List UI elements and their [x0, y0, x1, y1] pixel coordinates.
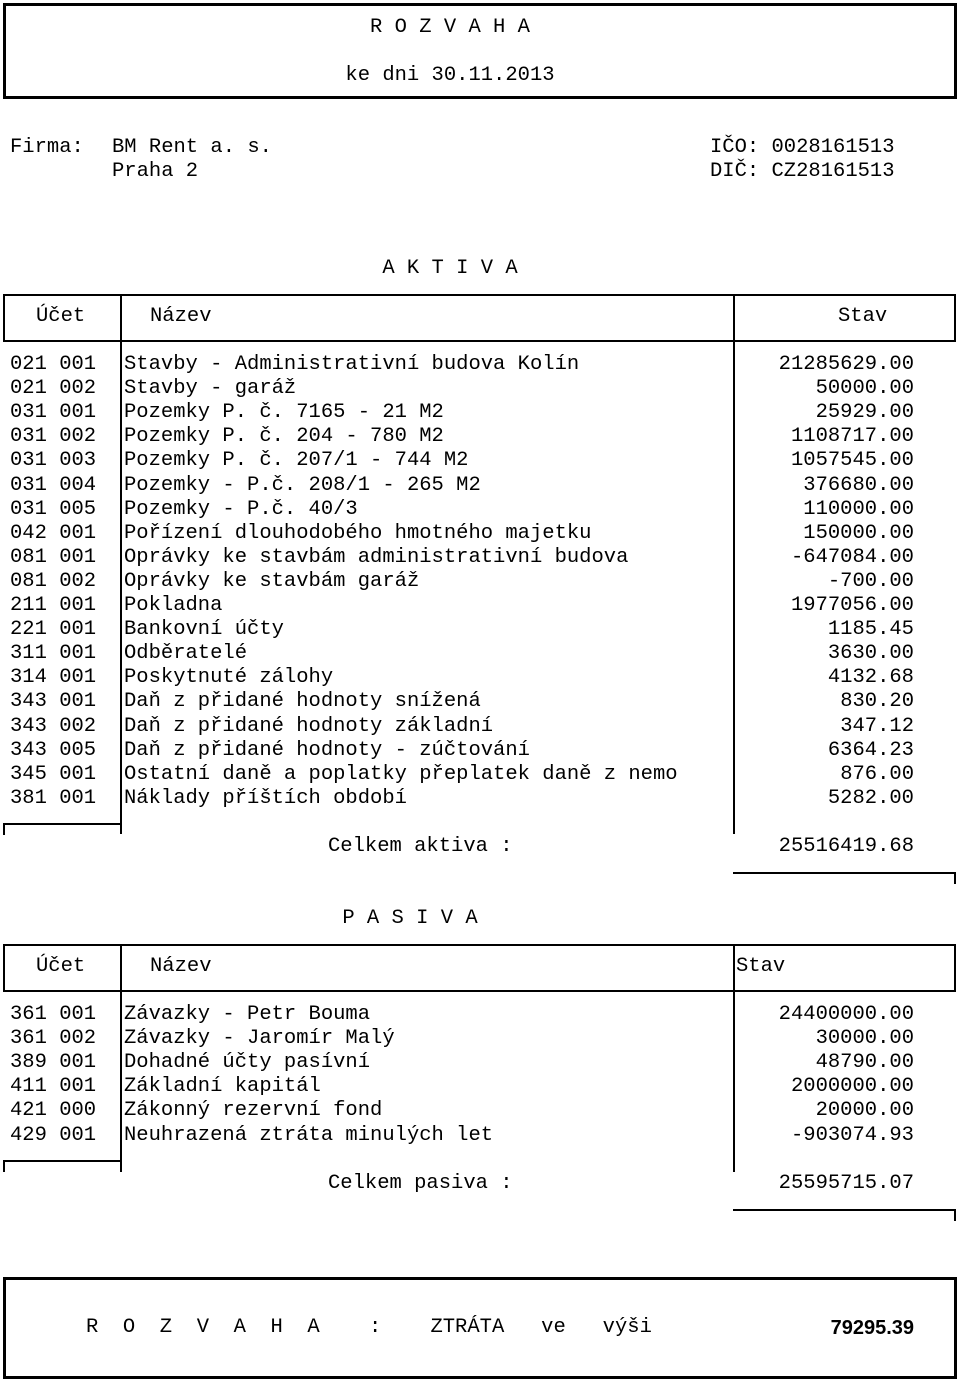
aktiva-account-cell: 042 001	[10, 521, 97, 545]
pasiva-total-rule	[733, 1209, 956, 1211]
pasiva-account-cell: 361 001	[10, 1003, 97, 1026]
aktiva-col-name: Název	[150, 305, 212, 328]
aktiva-row	[0, 787, 960, 811]
firm-name: BM Rent a. s.	[112, 136, 272, 159]
pasiva-name-cell: Závazky - Jaromír Malý	[124, 1027, 395, 1051]
aktiva-top-rule	[3, 294, 956, 296]
aktiva-value-cell: 347.12	[840, 714, 914, 738]
aktiva-value-cell: 6364.23	[827, 738, 914, 762]
pasiva-value-cell: 48790.00	[815, 1051, 914, 1075]
aktiva-value-cell: 1977056.00	[790, 594, 914, 617]
pasiva-total-label: Celkem pasiva :	[328, 1172, 513, 1195]
aktiva-tick-left	[3, 823, 5, 835]
aktiva-row	[0, 377, 960, 401]
aktiva-col-account: Účet	[36, 305, 86, 328]
aktiva-value-cell: 110000.00	[803, 497, 914, 521]
aktiva-row	[0, 618, 960, 642]
aktiva-col-state: Stav	[838, 305, 888, 328]
aktiva-account-cell: 031 004	[10, 473, 97, 497]
aktiva-row	[0, 498, 960, 522]
aktiva-total-rule	[733, 872, 956, 874]
aktiva-account-cell: 345 001	[10, 762, 97, 786]
firm-ico: IČO: 0028161513	[710, 136, 895, 159]
pasiva-value-cell: 24400000.00	[778, 1003, 914, 1026]
aktiva-account-cell: 211 001	[10, 594, 97, 617]
pasiva-top-rule	[3, 944, 956, 946]
aktiva-row	[0, 425, 960, 449]
aktiva-value-cell: -647084.00	[790, 545, 914, 569]
aktiva-name-cell: Odběratelé	[124, 642, 248, 666]
aktiva-name-cell: Poskytnuté zálohy	[124, 666, 334, 690]
pasiva-row	[0, 1124, 960, 1148]
aktiva-value-cell: 21285629.00	[778, 353, 914, 376]
pasiva-account-cell: 389 001	[10, 1051, 97, 1075]
aktiva-value-cell: 3630.00	[827, 642, 914, 666]
aktiva-row	[0, 763, 960, 787]
pasiva-col-state: Stav	[736, 955, 786, 978]
firm-label: Firma:	[10, 136, 84, 159]
aktiva-value-cell: 876.00	[840, 762, 914, 786]
aktiva-account-cell: 311 001	[10, 642, 97, 666]
report-date: ke dni 30.11.2013	[345, 64, 555, 87]
aktiva-account-cell: 031 003	[10, 449, 97, 473]
aktiva-right-border	[954, 294, 956, 342]
pasiva-account-cell: 361 002	[10, 1027, 97, 1051]
aktiva-account-cell: 031 005	[10, 497, 97, 521]
aktiva-account-cell: 381 001	[10, 786, 97, 810]
firm-dic: DIČ: CZ28161513	[710, 160, 895, 183]
aktiva-name-cell: Náklady příštích období	[124, 786, 407, 810]
aktiva-name-cell: Pozemky P. č. 207/1 - 744 M2	[124, 449, 469, 473]
aktiva-row	[0, 401, 960, 425]
aktiva-value-cell: 1057545.00	[790, 449, 914, 473]
aktiva-rows-end-rule	[3, 823, 120, 825]
aktiva-account-cell: 031 002	[10, 425, 97, 449]
aktiva-row	[0, 353, 960, 377]
pasiva-name-cell: Zákonný rezervní fond	[124, 1099, 383, 1123]
aktiva-account-cell: 314 001	[10, 666, 97, 690]
aktiva-name-cell: Stavby - Administrativní budova Kolín	[124, 353, 580, 376]
pasiva-row	[0, 1027, 960, 1051]
report-title: R O Z V A H A	[370, 16, 530, 39]
aktiva-account-cell: 343 005	[10, 738, 97, 762]
pasiva-value-cell: 20000.00	[815, 1099, 914, 1123]
aktiva-value-cell: 376680.00	[803, 473, 914, 497]
aktiva-name-cell: Pozemky P. č. 204 - 780 M2	[124, 425, 444, 449]
pasiva-account-cell: 421 000	[10, 1099, 97, 1123]
aktiva-name-cell: Pořízení dlouhodobého hmotného majetku	[124, 521, 592, 545]
aktiva-row	[0, 642, 960, 666]
aktiva-value-cell: 5282.00	[827, 786, 914, 810]
aktiva-name-cell: Bankovní účty	[124, 618, 284, 642]
aktiva-name-cell: Daň z přidané hodnoty snížená	[124, 690, 481, 714]
aktiva-value-cell: 1185.45	[827, 618, 914, 642]
aktiva-row	[0, 690, 960, 714]
aktiva-name-cell: Oprávky ke stavbám garáž	[124, 569, 420, 593]
pasiva-total-value: 25595715.07	[778, 1172, 914, 1195]
aktiva-name-cell: Pozemky - P.č. 40/3	[124, 497, 358, 521]
aktiva-name-cell: Pozemky P. č. 7165 - 21 M2	[124, 401, 444, 425]
aktiva-value-cell: 830.20	[840, 690, 914, 714]
aktiva-name-cell: Pozemky - P.č. 208/1 - 265 M2	[124, 473, 481, 497]
aktiva-row	[0, 739, 960, 763]
aktiva-value-cell: 150000.00	[803, 521, 914, 545]
firm-city: Praha 2	[112, 160, 199, 183]
pasiva-header-rule	[3, 990, 956, 992]
pasiva-account-cell: 429 001	[10, 1123, 97, 1147]
aktiva-account-cell: 343 002	[10, 714, 97, 738]
pasiva-row	[0, 1099, 960, 1123]
result-value: 79295.39	[830, 1317, 914, 1339]
aktiva-account-cell: 221 001	[10, 618, 97, 642]
aktiva-value-cell: -700.00	[827, 569, 914, 593]
aktiva-row	[0, 546, 960, 570]
aktiva-total-tick-right	[954, 872, 956, 884]
aktiva-row	[0, 522, 960, 546]
aktiva-value-cell: 25929.00	[815, 401, 914, 425]
pasiva-row	[0, 1003, 960, 1027]
aktiva-name-cell: Oprávky ke stavbám administrativní budova	[124, 545, 629, 569]
pasiva-heading: P A S I V A	[342, 907, 478, 930]
aktiva-account-cell: 021 001	[10, 353, 97, 376]
aktiva-name-cell: Stavby - garáž	[124, 377, 297, 401]
aktiva-row	[0, 474, 960, 498]
aktiva-account-cell: 021 002	[10, 377, 97, 401]
pasiva-row	[0, 1051, 960, 1075]
pasiva-col-account: Účet	[36, 955, 86, 978]
aktiva-row	[0, 594, 960, 618]
pasiva-name-cell: Dohadné účty pasívní	[124, 1051, 371, 1075]
aktiva-heading: A K T I V A	[382, 257, 518, 280]
aktiva-name-cell: Daň z přidané hodnoty - zúčtování	[124, 738, 530, 762]
pasiva-value-cell: -903074.93	[790, 1123, 914, 1147]
pasiva-rows-end-rule	[3, 1160, 120, 1162]
aktiva-account-cell: 031 001	[10, 401, 97, 425]
aktiva-total-label: Celkem aktiva :	[328, 835, 513, 858]
pasiva-row	[0, 1075, 960, 1099]
aktiva-header-rule	[3, 340, 956, 342]
aktiva-row	[0, 570, 960, 594]
aktiva-value-cell: 4132.68	[827, 666, 914, 690]
aktiva-account-cell: 081 002	[10, 569, 97, 593]
aktiva-value-cell: 50000.00	[815, 377, 914, 401]
pasiva-value-cell: 2000000.00	[790, 1075, 914, 1099]
aktiva-value-cell: 1108717.00	[790, 425, 914, 449]
aktiva-left-border	[3, 294, 5, 342]
pasiva-col-name: Název	[150, 955, 212, 978]
pasiva-left-border	[3, 944, 5, 992]
pasiva-name-cell: Závazky - Petr Bouma	[124, 1003, 371, 1026]
aktiva-total-value: 25516419.68	[778, 835, 914, 858]
pasiva-name-cell: Základní kapitál	[124, 1075, 321, 1099]
pasiva-name-cell: Neuhrazená ztráta minulých let	[124, 1123, 494, 1147]
pasiva-total-tick-right	[954, 1209, 956, 1221]
aktiva-row	[0, 715, 960, 739]
aktiva-row	[0, 666, 960, 690]
pasiva-account-cell: 411 001	[10, 1075, 97, 1099]
pasiva-right-border	[954, 944, 956, 992]
aktiva-account-cell: 081 001	[10, 545, 97, 569]
aktiva-name-cell: Pokladna	[124, 594, 223, 617]
aktiva-name-cell: Ostatní daně a poplatky přeplatek daně z nemo	[124, 762, 678, 786]
aktiva-row	[0, 449, 960, 473]
aktiva-account-cell: 343 001	[10, 690, 97, 714]
result-label: R O Z V A H A : ZTRÁTA ve výši	[86, 1316, 652, 1339]
pasiva-value-cell: 30000.00	[815, 1027, 914, 1051]
aktiva-name-cell: Daň z přidané hodnoty základní	[124, 714, 494, 738]
pasiva-tick-left	[3, 1160, 5, 1172]
